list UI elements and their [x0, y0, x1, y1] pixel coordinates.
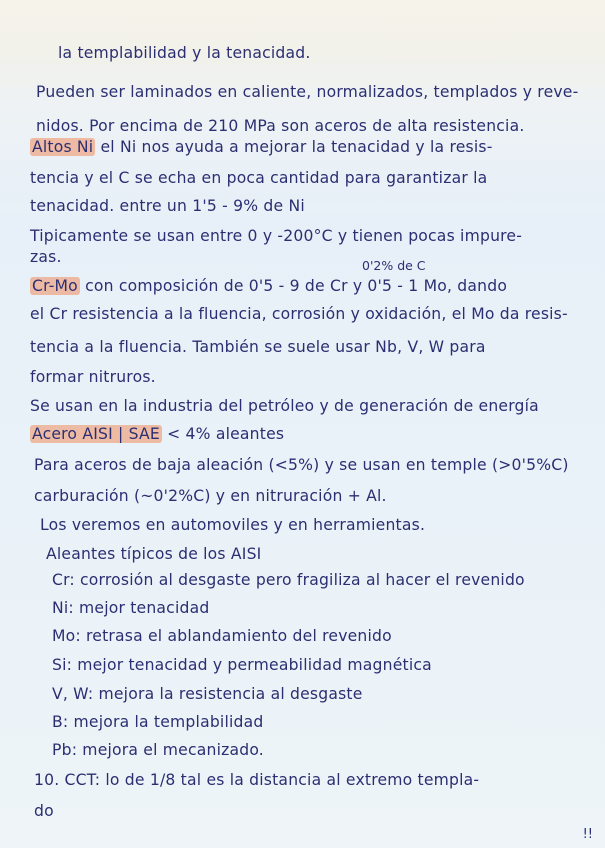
- note-line-10: el Cr resistencia a la fluencia, corrosión y oxidación, el Mo da resis-: [30, 305, 568, 323]
- note-line-9: [30, 277, 507, 295]
- note-line-12: formar nitruros.: [30, 368, 156, 386]
- note-line-27: do: [34, 802, 54, 820]
- note-line-26: 10. CCT: lo de 1/8 tal es la distancia al extremo templa-: [34, 771, 480, 789]
- note-line-21: Mo: retrasa el ablandamiento del revenido: [52, 627, 392, 645]
- note-line-19: Cr: corrosión al desgaste pero fragiliza al hacer el revenido: [52, 571, 525, 589]
- note-line-15: Para aceros de baja aleación (<5%) y se usan en temple (>0'5%C): [34, 456, 569, 474]
- note-line-17: Los veremos en automoviles y en herramientas.: [40, 516, 426, 534]
- note-line-11: tencia a la fluencia. También se suele usar Nb, V, W para: [30, 338, 486, 356]
- note-line-7: Tipicamente se usan entre 0 y -200°C y tienen pocas impure-: [30, 227, 523, 245]
- note-line-23: V, W: mejora la resistencia al desgaste: [52, 685, 363, 703]
- note-line-4-text: el Ni nos ayuda a mejorar la tenacidad y la resis-: [95, 138, 493, 156]
- note-line-20: Ni: mejor tenacidad: [52, 599, 210, 617]
- highlight-altos-ni: Altos Ni: [32, 138, 94, 156]
- note-line-22: Si: mejor tenacidad y permeabilidad magnética: [52, 656, 432, 674]
- superscript-annotation: 0'2% de C: [362, 258, 426, 273]
- highlight-acero-aisi-sae: Acero AISI | SAE: [32, 425, 160, 443]
- note-line-24: B: mejora la templabilidad: [52, 713, 264, 731]
- note-line-6: tenacidad. entre un 1'5 - 9% de Ni: [30, 197, 305, 215]
- note-line-8: zas.: [30, 248, 62, 266]
- note-line-2: Pueden ser laminados en caliente, normalizados, templados y reve-: [36, 83, 579, 101]
- corner-mark: !!: [582, 827, 593, 842]
- note-line-18: Aleantes típicos de los AISI: [46, 545, 262, 563]
- note-line-14-text: < 4% aleantes: [161, 425, 285, 443]
- highlight-cr-mo: Cr-Mo: [32, 277, 78, 295]
- note-line-25: Pb: mejora el mecanizado.: [52, 741, 264, 759]
- note-line-14: [30, 425, 284, 443]
- note-line-13: Se usan en la industria del petróleo y de generación de energía: [30, 397, 539, 415]
- note-line-9-text: con composición de 0'5 - 9 de Cr y 0'5 - 1 Mo, dando: [79, 277, 508, 295]
- note-line-1: la templabilidad y la tenacidad.: [58, 44, 311, 62]
- note-line-3: nidos. Por encima de 210 MPa son aceros de alta resistencia.: [36, 117, 525, 135]
- note-line-16: carburación (~0'2%C) y en nitruración + Al.: [34, 487, 387, 505]
- note-line-5: tencia y el C se echa en poca cantidad para garantizar la: [30, 169, 488, 187]
- note-line-4: [30, 138, 493, 156]
